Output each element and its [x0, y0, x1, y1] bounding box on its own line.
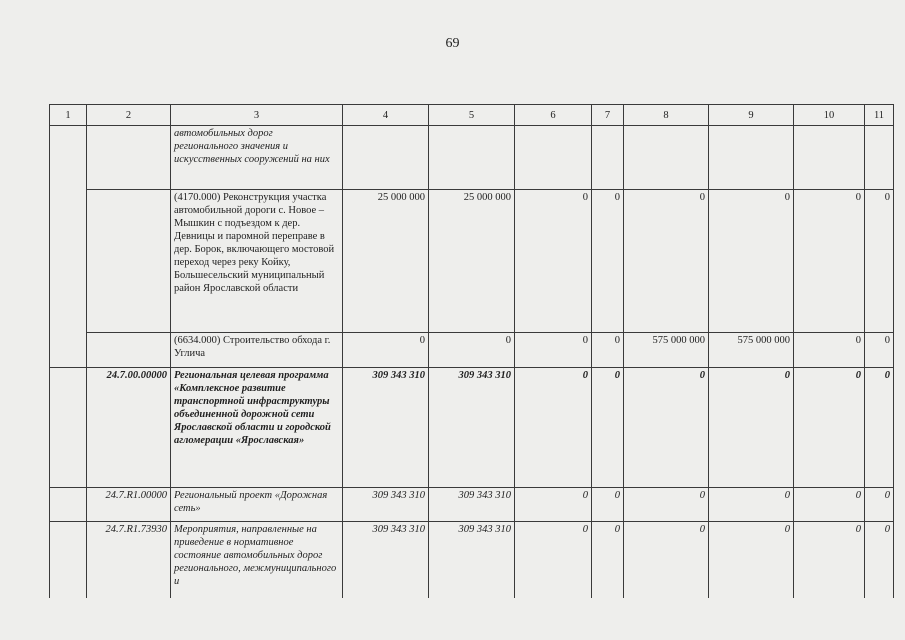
amount-cell: 0 [709, 190, 794, 333]
amount-cell: 0 [624, 190, 709, 333]
amount-cell: 25 000 000 [429, 190, 515, 333]
amount-cell: 0 [515, 488, 592, 522]
amount-cell: 309 343 310 [343, 522, 429, 598]
table-row [50, 368, 894, 488]
column-header: 3 [171, 105, 343, 126]
page-number: 69 [445, 36, 460, 51]
amount-cell: 0 [515, 190, 592, 333]
amount-cell: 25 000 000 [343, 190, 429, 333]
amount-cell: 0 [794, 488, 865, 522]
amount-cell: 0 [624, 488, 709, 522]
amount-cell: 0 [624, 522, 709, 598]
row-number-cell [50, 126, 87, 368]
row-number-cell [50, 368, 87, 488]
column-header: 6 [515, 105, 592, 126]
amount-cell: 0 [794, 522, 865, 598]
amount-cell [429, 126, 515, 190]
code-cell [87, 126, 171, 190]
code-cell [87, 333, 171, 368]
amount-cell: 0 [429, 333, 515, 368]
amount-cell: 0 [865, 522, 894, 598]
amount-cell: 0 [592, 368, 624, 488]
code-cell: 24.7.00.00000 [87, 368, 171, 488]
row-number-cell [50, 522, 87, 598]
amount-cell: 0 [709, 368, 794, 488]
description-cell: (4170.000) Реконструкция участка автомобильной дороги с. Новое – Мышкин с подъездом к дер. Девницы и паромной переправе в дер. Борок, включающего мостовой переход через реку Койку, Большесельский муниципальный район Ярославской области [171, 190, 343, 333]
table-row [50, 126, 894, 190]
description-cell: (6634.000) Строительство обхода г. Углича [171, 333, 343, 368]
column-header: 2 [87, 105, 171, 126]
amount-cell: 309 343 310 [343, 488, 429, 522]
budget-table [49, 104, 894, 598]
amount-cell: 0 [865, 190, 894, 333]
amount-cell: 0 [865, 333, 894, 368]
description-cell: Региональный проект «Дорожная сеть» [171, 488, 343, 522]
row-number-cell [50, 488, 87, 522]
amount-cell [865, 126, 894, 190]
amount-cell: 0 [592, 190, 624, 333]
table-row [50, 190, 894, 333]
column-header: 1 [50, 105, 87, 126]
amount-cell: 0 [794, 368, 865, 488]
amount-cell: 0 [515, 522, 592, 598]
column-header: 9 [709, 105, 794, 126]
amount-cell: 309 343 310 [343, 368, 429, 488]
amount-cell: 0 [592, 522, 624, 598]
amount-cell: 309 343 310 [429, 368, 515, 488]
table-row [50, 488, 894, 522]
amount-cell: 0 [592, 333, 624, 368]
code-cell [87, 190, 171, 333]
amount-cell: 0 [709, 522, 794, 598]
column-header: 11 [865, 105, 894, 126]
table-row [50, 333, 894, 368]
description-cell: Региональная целевая программа «Комплексное развитие транспортной инфраструктуры объединенной дорожной сети Ярославской области и городской агломерации «Ярославская» [171, 368, 343, 488]
amount-cell [592, 126, 624, 190]
amount-cell: 0 [794, 333, 865, 368]
table-row [50, 522, 894, 598]
code-cell: 24.7.R1.00000 [87, 488, 171, 522]
amount-cell: 0 [515, 368, 592, 488]
description-cell: Мероприятия, направленные на приведение в нормативное состояние автомобильных дорог регионального, межмуниципального и [171, 522, 343, 598]
code-cell: 24.7.R1.73930 [87, 522, 171, 598]
amount-cell: 0 [592, 488, 624, 522]
column-header: 8 [624, 105, 709, 126]
column-header: 7 [592, 105, 624, 126]
column-header: 4 [343, 105, 429, 126]
column-header: 10 [794, 105, 865, 126]
amount-cell [709, 126, 794, 190]
amount-cell: 0 [865, 368, 894, 488]
amount-cell: 0 [794, 190, 865, 333]
amount-cell: 0 [343, 333, 429, 368]
table-header-row [50, 105, 894, 126]
amount-cell: 0 [865, 488, 894, 522]
amount-cell [624, 126, 709, 190]
amount-cell: 309 343 310 [429, 488, 515, 522]
amount-cell: 0 [709, 488, 794, 522]
amount-cell: 0 [624, 368, 709, 488]
amount-cell: 575 000 000 [709, 333, 794, 368]
amount-cell: 0 [515, 333, 592, 368]
amount-cell [794, 126, 865, 190]
description-cell: автомобильных дорог регионального значения и искусственных сооружений на них [171, 126, 343, 190]
amount-cell: 309 343 310 [429, 522, 515, 598]
amount-cell [515, 126, 592, 190]
amount-cell: 575 000 000 [624, 333, 709, 368]
amount-cell [343, 126, 429, 190]
column-header: 5 [429, 105, 515, 126]
